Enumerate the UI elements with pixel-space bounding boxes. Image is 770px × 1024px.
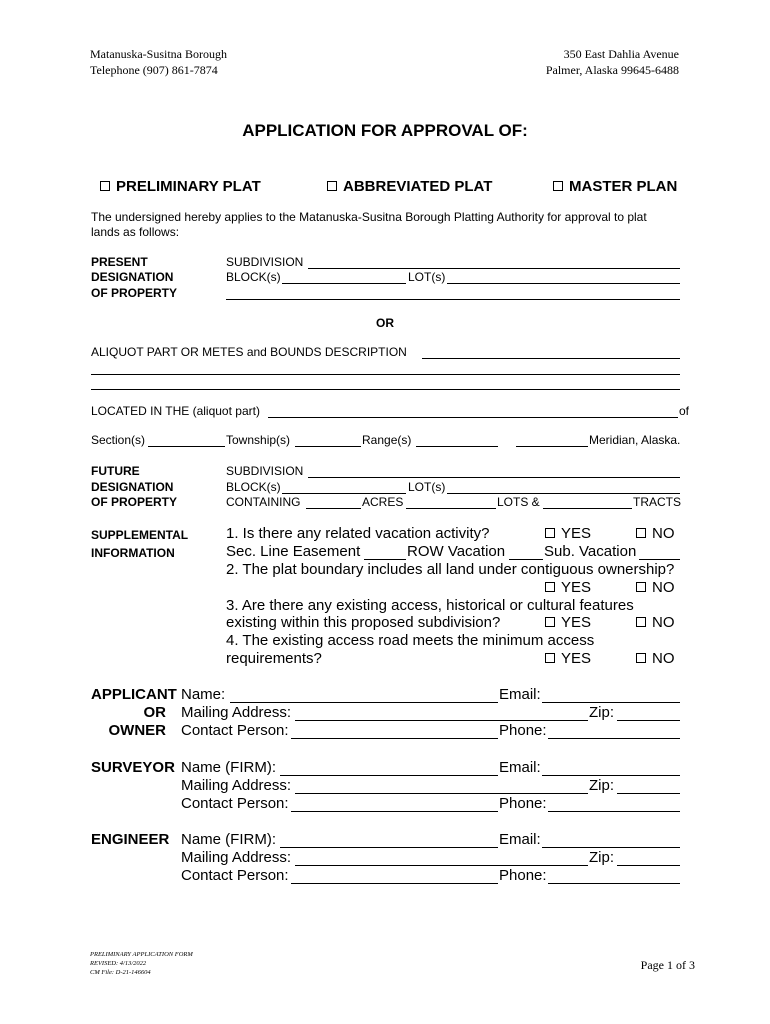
present-designation-label: DESIGNATION bbox=[91, 270, 174, 284]
address-line-2: Palmer, Alaska 99645-6488 bbox=[545, 63, 679, 77]
q1-no-option[interactable] bbox=[636, 525, 675, 542]
org-name: Matanuska-Susitna Borough bbox=[90, 47, 227, 61]
present-of-property-label: OF PROPERTY bbox=[91, 286, 178, 300]
aliquot-field-1[interactable] bbox=[422, 345, 680, 359]
surveyor-zip-label: Zip: bbox=[589, 777, 615, 794]
engineer-phone-field[interactable] bbox=[548, 868, 680, 884]
q2-no-label: NO bbox=[652, 579, 675, 596]
sub-vacation-field[interactable] bbox=[639, 544, 680, 560]
easement-field[interactable] bbox=[364, 544, 406, 560]
surveyor-label: SURVEYOR bbox=[91, 759, 175, 776]
range-label: Range(s) bbox=[362, 433, 412, 447]
applicant-zip-field[interactable] bbox=[617, 705, 680, 721]
q2-yes-label: YES bbox=[561, 579, 592, 596]
row-vacation-label: ROW Vacation bbox=[407, 543, 506, 560]
q4-yes-checkbox[interactable] bbox=[545, 653, 555, 663]
surveyor-mailing-field[interactable] bbox=[295, 778, 588, 794]
located-field[interactable] bbox=[268, 404, 678, 418]
engineer-phone-label: Phone: bbox=[499, 867, 547, 884]
township-field[interactable] bbox=[295, 433, 361, 447]
engineer-contact-field[interactable] bbox=[291, 868, 498, 884]
present-block-label: BLOCK(s) bbox=[226, 270, 281, 284]
org-telephone: Telephone (907) 861-7874 bbox=[90, 63, 218, 77]
future-subdivision-field[interactable] bbox=[308, 464, 680, 478]
surveyor-phone-label: Phone: bbox=[499, 795, 547, 812]
q1-no-label: NO bbox=[652, 525, 675, 542]
engineer-zip-label: Zip: bbox=[589, 849, 615, 866]
section-field[interactable] bbox=[148, 433, 225, 447]
tracts-count-field[interactable] bbox=[543, 495, 632, 509]
applicant-phone-field[interactable] bbox=[548, 723, 680, 739]
q1-no-checkbox[interactable] bbox=[636, 528, 646, 538]
future-designation-label: DESIGNATION bbox=[91, 480, 174, 494]
future-block-label: BLOCK(s) bbox=[226, 480, 281, 494]
q4-yes-label: YES bbox=[561, 650, 592, 667]
present-extra-field[interactable] bbox=[226, 286, 680, 300]
applicant-name-label: Name: bbox=[181, 686, 226, 703]
surveyor-email-field[interactable] bbox=[542, 760, 680, 776]
engineer-email-field[interactable] bbox=[542, 832, 680, 848]
surveyor-name-label: Name (FIRM): bbox=[181, 759, 276, 776]
applicant-label: APPLICANT bbox=[91, 686, 177, 703]
applicant-email-label: Email: bbox=[499, 686, 541, 703]
applicant-zip-label: Zip: bbox=[589, 704, 615, 721]
question-3-line-1: 3. Are there any existing access, historical or cultural features bbox=[226, 597, 634, 614]
applicant-or-label: OR bbox=[143, 704, 166, 721]
q3-yes-label: YES bbox=[561, 614, 592, 631]
question-1: 1. Is there any related vacation activity? bbox=[226, 525, 490, 542]
owner-label: OWNER bbox=[108, 722, 166, 739]
q3-no-label: NO bbox=[652, 614, 675, 631]
q3-yes-option[interactable] bbox=[545, 614, 591, 631]
page-number: Page 1 of 3 bbox=[640, 958, 695, 972]
future-label: FUTURE bbox=[91, 464, 140, 478]
acres-label: ACRES bbox=[362, 495, 404, 509]
present-subdivision-label: SUBDIVISION bbox=[226, 255, 304, 269]
future-lot-field[interactable] bbox=[447, 480, 680, 494]
question-4-line-2: requirements? bbox=[226, 650, 322, 667]
section-label: Section(s) bbox=[91, 433, 146, 447]
q1-yes-checkbox[interactable] bbox=[545, 528, 555, 538]
located-label: LOCATED IN THE (aliquot part) bbox=[91, 404, 260, 418]
q3-no-checkbox[interactable] bbox=[636, 617, 646, 627]
surveyor-email-label: Email: bbox=[499, 759, 541, 776]
q1-yes-option[interactable] bbox=[545, 525, 591, 542]
lots-label: LOTS & bbox=[497, 495, 540, 509]
preliminary-plat-label: PRELIMINARY PLAT bbox=[116, 178, 261, 195]
containing-label: CONTAINING bbox=[226, 495, 301, 509]
abbreviated-plat-label: ABBREVIATED PLAT bbox=[343, 178, 493, 195]
aliquot-field-2[interactable] bbox=[91, 361, 680, 375]
easement-label: Sec. Line Easement bbox=[226, 543, 361, 560]
present-block-field[interactable] bbox=[282, 270, 406, 284]
q2-no-option[interactable] bbox=[636, 579, 675, 596]
question-2: 2. The plat boundary includes all land under contiguous ownership? bbox=[226, 561, 675, 578]
abbreviated-plat-checkbox[interactable] bbox=[327, 181, 337, 191]
present-lot-field[interactable] bbox=[447, 270, 680, 284]
containing-field[interactable] bbox=[306, 495, 361, 509]
aliquot-label: ALIQUOT PART OR METES and BOUNDS DESCRIPTION bbox=[91, 345, 407, 359]
applicant-email-field[interactable] bbox=[542, 687, 680, 703]
surveyor-contact-label: Contact Person: bbox=[181, 795, 289, 812]
q2-yes-option[interactable] bbox=[545, 579, 591, 596]
q3-no-option[interactable] bbox=[636, 614, 675, 631]
engineer-mailing-field[interactable] bbox=[295, 850, 588, 866]
footer-revised: REVISED: 4/13/2022 bbox=[90, 960, 147, 967]
lots-count-field[interactable] bbox=[406, 495, 496, 509]
row-vacation-field[interactable] bbox=[509, 544, 543, 560]
q1-yes-label: YES bbox=[561, 525, 592, 542]
abbreviated-plat-option[interactable] bbox=[327, 178, 492, 195]
applicant-contact-field[interactable] bbox=[291, 723, 498, 739]
future-of-property-label: OF PROPERTY bbox=[91, 495, 178, 509]
engineer-zip-field[interactable] bbox=[617, 850, 680, 866]
footer-form-name: PRELIMINARY APPLICATION FORM bbox=[90, 951, 193, 958]
intro-line-1: The undersigned hereby applies to the Matanuska-Susitna Borough Platting Authority for approval to plat bbox=[91, 210, 647, 224]
master-plan-checkbox[interactable] bbox=[553, 181, 563, 191]
meridian-field[interactable] bbox=[516, 433, 588, 447]
future-lot-label: LOT(s) bbox=[408, 480, 446, 494]
present-subdivision-field[interactable] bbox=[308, 255, 680, 269]
master-plan-label: MASTER PLAN bbox=[569, 178, 678, 195]
engineer-name-field[interactable] bbox=[280, 832, 498, 848]
q2-yes-checkbox[interactable] bbox=[545, 582, 555, 592]
located-of-label: of bbox=[679, 404, 690, 418]
surveyor-contact-field[interactable] bbox=[291, 796, 498, 812]
applicant-contact-label: Contact Person: bbox=[181, 722, 289, 739]
surveyor-zip-field[interactable] bbox=[617, 778, 680, 794]
applicant-mailing-label: Mailing Address: bbox=[181, 704, 292, 721]
preliminary-plat-checkbox[interactable] bbox=[100, 181, 110, 191]
q4-no-label: NO bbox=[652, 650, 675, 667]
present-label: PRESENT bbox=[91, 255, 148, 269]
engineer-label: ENGINEER bbox=[91, 831, 170, 848]
footer-cm-file: CM File: D-21-146604 bbox=[90, 969, 151, 976]
preliminary-plat-option[interactable] bbox=[100, 178, 261, 195]
question-4-line-1: 4. The existing access road meets the minimum access bbox=[226, 632, 595, 649]
surveyor-phone-field[interactable] bbox=[548, 796, 680, 812]
future-subdivision-label: SUBDIVISION bbox=[226, 464, 304, 478]
surveyor-name-field[interactable] bbox=[280, 760, 498, 776]
form-title: APPLICATION FOR APPROVAL OF: bbox=[242, 121, 528, 140]
sub-vacation-label: Sub. Vacation bbox=[544, 543, 637, 560]
q3-yes-checkbox[interactable] bbox=[545, 617, 555, 627]
supplemental-label: SUPPLEMENTAL bbox=[91, 528, 189, 542]
q4-no-checkbox[interactable] bbox=[636, 653, 646, 663]
surveyor-mailing-label: Mailing Address: bbox=[181, 777, 292, 794]
engineer-email-label: Email: bbox=[499, 831, 541, 848]
q2-no-checkbox[interactable] bbox=[636, 582, 646, 592]
engineer-mailing-label: Mailing Address: bbox=[181, 849, 292, 866]
engineer-contact-label: Contact Person: bbox=[181, 867, 289, 884]
applicant-phone-label: Phone: bbox=[499, 722, 547, 739]
q4-yes-option[interactable] bbox=[545, 650, 591, 667]
intro-line-2: lands as follows: bbox=[91, 225, 180, 239]
applicant-name-field[interactable] bbox=[230, 687, 498, 703]
future-block-field[interactable] bbox=[282, 480, 406, 494]
meridian-label: Meridian, Alaska. bbox=[589, 433, 681, 447]
engineer-name-label: Name (FIRM): bbox=[181, 831, 276, 848]
range-field[interactable] bbox=[416, 433, 498, 447]
information-label: INFORMATION bbox=[91, 546, 175, 560]
or-separator: OR bbox=[376, 316, 394, 330]
township-label: Township(s) bbox=[226, 433, 291, 447]
question-3-line-2: existing within this proposed subdivision? bbox=[226, 614, 501, 631]
present-lot-label: LOT(s) bbox=[408, 270, 446, 284]
q4-no-option[interactable] bbox=[636, 650, 675, 667]
address-line-1: 350 East Dahlia Avenue bbox=[563, 47, 679, 61]
applicant-mailing-field[interactable] bbox=[295, 705, 588, 721]
master-plan-option[interactable] bbox=[553, 178, 677, 195]
tracts-label: TRACTS bbox=[633, 495, 681, 509]
aliquot-field-3[interactable] bbox=[91, 376, 680, 390]
